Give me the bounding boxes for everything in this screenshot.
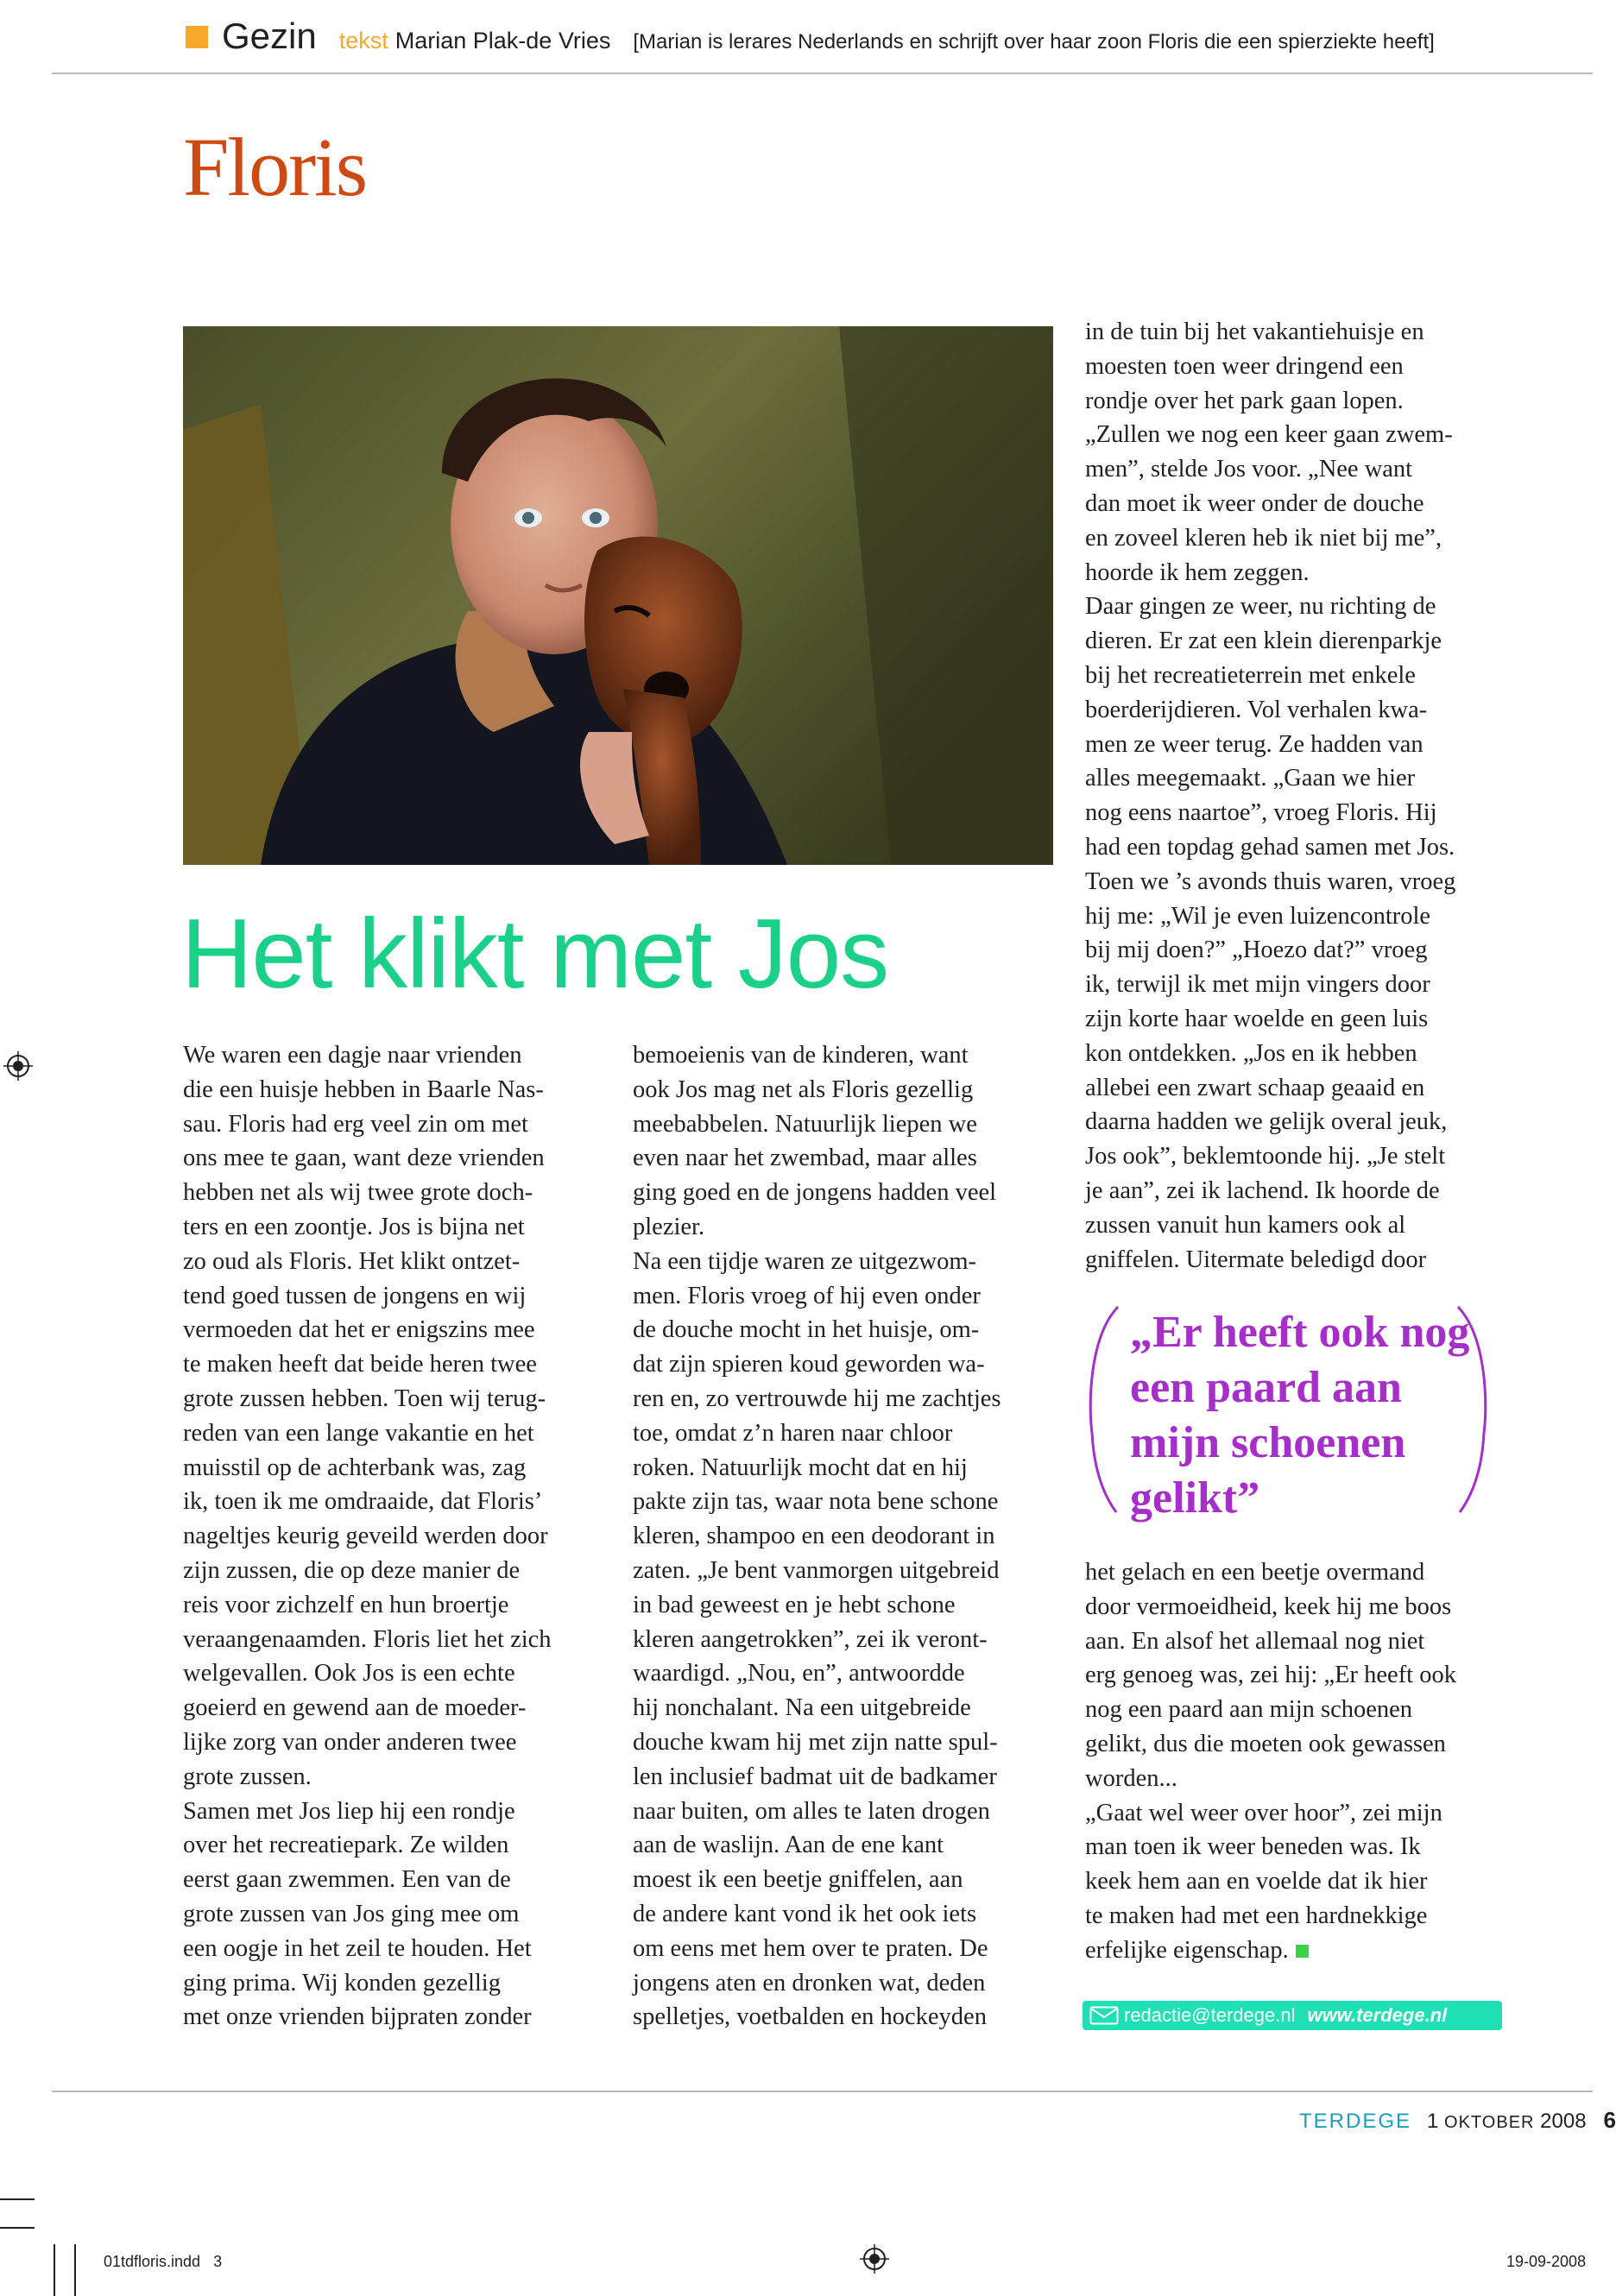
text-line: bij het recreatieterrein met enkele xyxy=(1085,661,1416,689)
text-line: keek hem aan en voelde dat ik hier xyxy=(1085,1868,1428,1895)
contact-email-link[interactable]: redactie@terdege.nl xyxy=(1124,2004,1296,2026)
tekst-label: tekst xyxy=(338,28,388,54)
text-line: erfelijke eigenschap. xyxy=(1085,1933,1517,1968)
body-column-1 xyxy=(183,1038,606,2034)
text-line: meebabbelen. Natuurlijk liepen we xyxy=(633,1110,977,1138)
issue-day: 1 xyxy=(1427,2110,1439,2133)
text-line: zijn korte haar woelde en geen luis xyxy=(1085,1005,1429,1032)
text-line: ging goed en de jongens hadden veel xyxy=(633,1179,997,1207)
text-line: het gelach en een beetje overmand xyxy=(1085,1559,1425,1586)
text-line: Toen we ’s avonds thuis waren, vroeg xyxy=(1085,867,1456,895)
text-line: rondje over het park gaan lopen. xyxy=(1085,387,1404,414)
text-line: je aan”, zei ik lachend. Ik hoorde de xyxy=(1085,1176,1440,1204)
text-line: de douche mocht in het huisje, om- xyxy=(633,1316,980,1344)
text-line: aan. En alsof het allemaal nog niet xyxy=(1085,1627,1425,1655)
text-line: men ze weer terug. Ze hadden van xyxy=(1085,730,1423,758)
text-line: ging prima. Wij konden gezellig xyxy=(183,1969,501,1996)
text-line: veraangenaamden. Floris liet het zich xyxy=(183,1625,552,1653)
text-line: vermoeden dat het er enigszins mee xyxy=(183,1316,535,1344)
text-line: grote zussen hebben. Toen wij terug- xyxy=(183,1385,546,1412)
text-line: te maken heeft dat beide heren twee xyxy=(183,1351,537,1378)
text-line: te maken had met een hardnekkige xyxy=(1085,1902,1428,1929)
text-line: ren en, zo vertrouwde hij me zachtjes xyxy=(633,1385,1001,1412)
text-line: spelletjes, voetbalden en hockeyden xyxy=(633,2003,987,2031)
text-line: moesten toen weer dringend een xyxy=(1085,352,1404,380)
body-column-3-continued xyxy=(1085,1555,1517,1968)
text-line: om eens met hem over te praten. De xyxy=(633,1934,988,1962)
text-line: nog eens naartoe”, vroeg Floris. Hij xyxy=(1085,799,1437,827)
issue-date xyxy=(1427,2110,1587,2134)
section-label: Gezin xyxy=(222,16,317,56)
text-line: alles meegemaakt. „Gaan we hier xyxy=(1085,765,1416,792)
contact-bar xyxy=(1083,2001,1502,2030)
text-line: een oogje in het zeil te houden. Het xyxy=(183,1934,532,1962)
text-line: ook Jos mag net als Floris gezellig xyxy=(633,1075,974,1103)
text-line: gelikt, dus die moeten ook gewassen xyxy=(1085,1730,1446,1757)
author-name: Marian Plak-de Vries xyxy=(395,28,611,54)
text-line: bij mij doen?” „Hoezo dat?” vroeg xyxy=(1085,937,1428,964)
text-line: toe, omdat z’n haren naar chloor xyxy=(633,1419,953,1447)
section-square-icon xyxy=(186,26,208,48)
text-line: ik, terwijl ik met mijn vingers door xyxy=(1085,971,1430,999)
slug-date: 19-09-2008 xyxy=(1506,2253,1587,2270)
bottom-rule xyxy=(52,2091,1593,2092)
text-line: gniffelen. Uitermate beledigd door xyxy=(1085,1246,1427,1273)
crop-mark xyxy=(0,2198,35,2200)
text-line: „Zullen we nog een keer gaan zwem- xyxy=(1085,421,1453,449)
pull-quote-line: „Er heeft ook nog xyxy=(1130,1308,1470,1357)
text-line: door vermoeidheid, keek hij me boos xyxy=(1085,1593,1452,1620)
text-line: die een huisje hebben in Baarle Nas- xyxy=(183,1075,544,1103)
text-line: hebben net als wij twee grote doch- xyxy=(183,1179,533,1207)
text-line: zussen vanuit hun kamers ook al xyxy=(1085,1211,1406,1239)
text-line: nageltjes keurig geveild werden door xyxy=(183,1523,548,1550)
text-line: ons mee te gaan, want deze vrienden xyxy=(183,1145,545,1172)
text-line: waardigd. „Nou, en”, antwoordde xyxy=(633,1660,965,1687)
text-line: met onze vrienden bijpraten zonder xyxy=(183,2003,532,2031)
registration-mark-icon xyxy=(860,2244,889,2274)
text-line: in bad geweest en je hebt schone xyxy=(633,1591,956,1618)
text-line: nog een paard aan mijn schoenen xyxy=(1085,1696,1413,1724)
author-description: [Marian is lerares Nederlands en schrijft over haar zoon Floris die een spierziekte heeft] xyxy=(633,30,1435,54)
text-line: grote zussen van Jos ging mee om xyxy=(183,1900,520,1927)
text-line: en zoveel kleren heb ik niet bij me”, xyxy=(1085,524,1442,552)
pull-quote-text xyxy=(1130,1305,1469,1526)
text-line: boerderijdieren. Vol verhalen kwa- xyxy=(1085,696,1428,723)
text-line: de andere kant vond ik het ook iets xyxy=(633,1900,977,1927)
text-line: kleren aangetrokken”, zei ik veront- xyxy=(633,1625,988,1653)
issue-month: OKTOBER xyxy=(1444,2113,1535,2132)
text-line: goeierd en gewend aan de moeder- xyxy=(183,1694,527,1722)
text-line: ik, toen ik me omdraaide, dat Floris’ xyxy=(183,1488,543,1516)
text-line: We waren een dagje naar vrienden xyxy=(183,1042,522,1069)
text-line: zaten. „Je bent vanmorgen uitgebreid xyxy=(633,1556,1000,1584)
text-line: hoorde ik hem zeggen. xyxy=(1085,558,1310,586)
crop-mark xyxy=(54,2244,55,2296)
pull-quote-line: een paard aan xyxy=(1130,1363,1402,1412)
page-number: 6 xyxy=(1603,2107,1616,2133)
text-line: kon ontdekken. „Jos en ik hebben xyxy=(1085,1039,1417,1067)
body-column-2 xyxy=(633,1038,1056,2034)
text-line: welgevallen. Ook Jos is een echte xyxy=(183,1660,515,1687)
pull-quote-line: gelikt” xyxy=(1130,1473,1260,1523)
end-of-article-icon xyxy=(1296,1945,1309,1958)
text-line: allebei een zwart schaap geaaid en xyxy=(1085,1074,1425,1101)
crop-mark xyxy=(74,2244,76,2296)
text-line: Daar gingen ze weer, nu richting de xyxy=(1085,593,1436,621)
text-line: men. Floris vroeg of hij even onder xyxy=(633,1282,981,1309)
text-line: ters en een zoontje. Jos is bijna net xyxy=(183,1213,525,1240)
pull-quote xyxy=(1085,1303,1491,1523)
registration-mark-icon xyxy=(3,1051,33,1081)
article-photo xyxy=(183,326,1053,865)
text-line: plezier. xyxy=(633,1213,705,1240)
text-line: douche kwam hij met zijn natte spul- xyxy=(633,1728,998,1756)
top-rule xyxy=(52,73,1593,74)
text-line: had een topdag gehad samen met Jos. xyxy=(1085,833,1455,861)
text-line: daarna hadden we gelijk overal jeuk, xyxy=(1085,1108,1448,1136)
text-line: even naar het zwembad, maar alles xyxy=(633,1145,977,1172)
text-line: bemoeienis van de kinderen, want xyxy=(633,1042,969,1069)
text-line: pakte zijn tas, waar nota bene schone xyxy=(633,1488,999,1516)
text-line: reis voor zichzelf en hun broertje xyxy=(183,1591,509,1618)
photo-boy-with-dog-icon xyxy=(183,326,1053,865)
text-line: erg genoeg was, zei hij: „Er heeft ook xyxy=(1085,1662,1456,1689)
text-line: Jos ook”, beklemtoonde hij. „Je stelt xyxy=(1085,1143,1446,1170)
text-line: zo oud als Floris. Het klikt ontzet- xyxy=(183,1247,521,1275)
contact-website-link[interactable]: www.terdege.nl xyxy=(1307,2004,1448,2026)
text-line: in de tuin bij het vakantiehuisje en xyxy=(1085,319,1424,345)
article-title: Floris xyxy=(183,121,367,213)
text-line: roken. Natuurlijk mocht dat en hij xyxy=(633,1454,968,1481)
body-column-3 xyxy=(1085,315,1517,1277)
envelope-icon xyxy=(1089,2006,1119,2025)
text-line: eerst gaan zwemmen. Een van de xyxy=(183,1866,511,1894)
text-line: reden van een lange vakantie en het xyxy=(183,1419,534,1447)
text-line: dan moet ik weer onder de douche xyxy=(1085,489,1424,517)
text-line: aan de waslijn. Aan de ene kant xyxy=(633,1832,944,1859)
text-line: Samen met Jos liep hij een rondje xyxy=(183,1797,515,1825)
text-line: hij nonchalant. Na een uitgebreide xyxy=(633,1694,971,1722)
text-line: dat zijn spieren koud geworden wa- xyxy=(633,1351,985,1378)
text-line: hij me: „Wil je even luizencontrole xyxy=(1085,902,1431,930)
magazine-name: TERDEGE xyxy=(1299,2110,1412,2133)
text-line: len inclusief badmat uit de badkamer xyxy=(633,1763,997,1790)
page-footer xyxy=(1299,2107,1616,2134)
crop-mark xyxy=(0,2227,35,2229)
section-header xyxy=(186,16,1435,59)
issue-year: 2008 xyxy=(1540,2110,1587,2133)
text-line: zijn zussen, die op deze manier de xyxy=(183,1556,521,1584)
text-line: „Gaat wel weer over hoor”, zei mijn xyxy=(1085,1799,1442,1826)
text-line: men”, stelde Jos voor. „Nee want xyxy=(1085,456,1413,483)
text-line: sau. Floris had erg veel zin om met xyxy=(183,1110,528,1138)
text-line: lijke zorg van onder anderen twee xyxy=(183,1728,517,1756)
text-line: naar buiten, om alles te laten drogen xyxy=(633,1797,990,1825)
text-line: jongens aten en dronken wat, deden xyxy=(633,1969,986,1996)
text-line: Na een tijdje waren ze uitgezwom- xyxy=(633,1247,977,1275)
pull-quote-line: mijn schoenen xyxy=(1130,1418,1406,1467)
text-line: worden... xyxy=(1085,1764,1177,1792)
text-line: moest ik een beetje gniffelen, aan xyxy=(633,1866,963,1894)
text-line: muisstil op de achterbank was, zag xyxy=(183,1454,527,1481)
slug-filename: 01tdfloris.indd 3 xyxy=(104,2253,223,2270)
text-line: tend goed tussen de jongens en wij xyxy=(183,1282,527,1309)
text-line: man toen ik weer beneden was. Ik xyxy=(1085,1833,1421,1861)
text-line: grote zussen. xyxy=(183,1763,312,1790)
text-line: kleren, shampoo en een deodorant in xyxy=(633,1523,995,1550)
text-line: dieren. Er zat een klein dierenparkje xyxy=(1085,628,1442,655)
text-line: over het recreatiepark. Ze wilden xyxy=(183,1832,509,1859)
article-headline: Het klikt met Jos xyxy=(181,899,889,1009)
